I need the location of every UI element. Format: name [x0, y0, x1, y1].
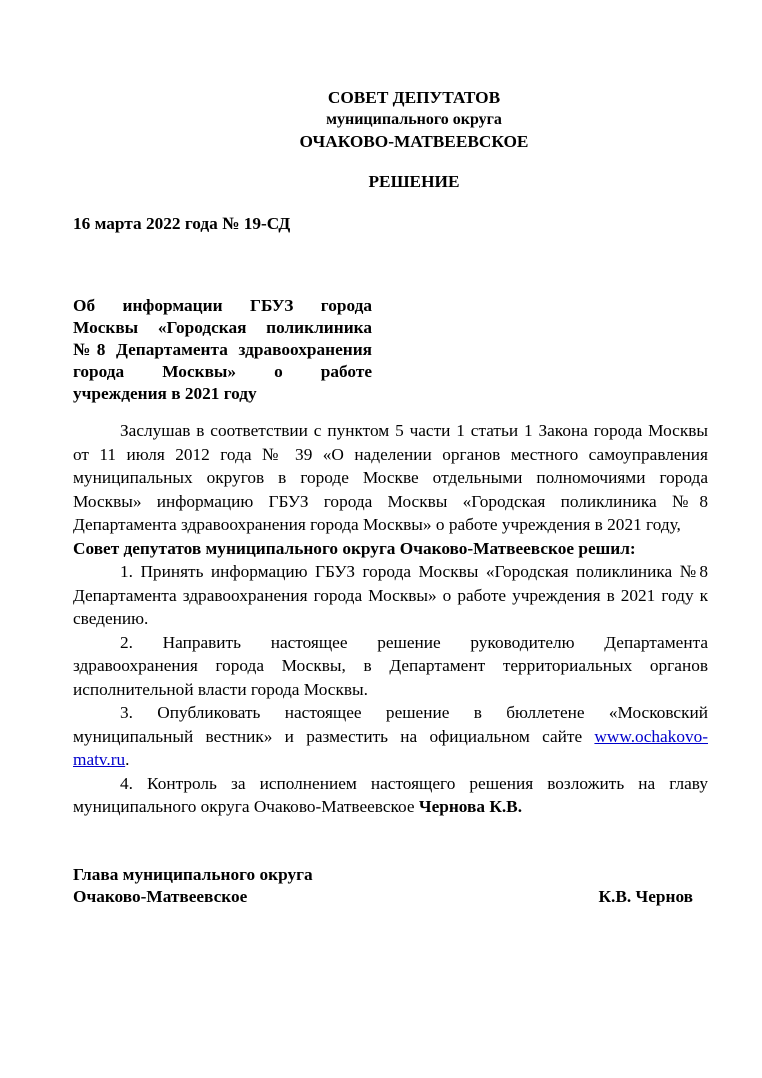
subject-line: Об информации ГБУЗ города [73, 296, 372, 315]
decision-date-number: 16 марта 2022 года № 19-СД [73, 214, 291, 233]
signature-row [73, 886, 693, 908]
subject-line: Москвы «Городская поликлиника [73, 318, 372, 337]
item-4-name: Чернова К.В. [418, 797, 523, 816]
subject-line: учреждения в 2021 году [73, 384, 257, 403]
council-name: СОВЕТ ДЕПУТАТОВ [327, 88, 501, 107]
signature-block [73, 864, 693, 908]
item-3-text: 3. Опубликовать настоящее решение в бюллетене «Московский муниципальный вестник» и разместить на официальном сайте [73, 703, 708, 746]
district-name: ОЧАКОВО-МАТВЕЕВСКОЕ [299, 132, 529, 151]
document-body [73, 419, 708, 819]
item-1: 1. Принять информацию ГБУЗ города Москвы «Городская поликлиника №8 Департамента здравоохранения города Москвы» о работе учреждения в 2021 году к сведению. [73, 562, 708, 628]
item-4-text: 4. Контроль за исполнением настоящего решения возложить на главу муниципального округа Очаково-Матвеевское [73, 773, 708, 816]
document-header [0, 87, 762, 153]
item-3 [73, 701, 708, 772]
decision-title: РЕШЕНИЕ [368, 172, 460, 191]
signature-title-line2: Очаково-Матвеевское [73, 887, 248, 906]
subject-line: города Москвы» о работе [73, 362, 372, 381]
resolved-line: Совет депутатов муниципального округа Очаково-Матвеевское решил: [73, 538, 636, 558]
subject-line: №8 Департамента здравоохранения [73, 340, 372, 359]
signature-title-line1: Глава муниципального округа [73, 865, 313, 884]
item-2: 2. Направить настоящее решение руководителю Департамента здравоохранения города Москвы, в Департамент территориальных органов исполнительной власти города Москвы. [73, 632, 708, 699]
preamble-paragraph: Заслушав в соответствии с пунктом 5 части 1 статьи 1 Закона города Москвы от 11 июля 2012 года № 39 «О наделении органов местного самоуправления муниципальных округов в городе Москве отдельными полномочиями города Москвы» информацию ГБУЗ города Москвы «Городская поликлиника №8 Департамента здравоохранения города Москвы» о работе учреждения в 2021 году, [73, 421, 708, 534]
signatory-name: К.В. Чернов [598, 887, 693, 906]
decision-subject [73, 295, 372, 405]
district-type: муниципального округа [326, 111, 502, 128]
item-4 [73, 772, 708, 819]
item-3-end: . [125, 750, 130, 769]
website-link[interactable]: www.ochakovo-matv.ru [73, 726, 708, 769]
